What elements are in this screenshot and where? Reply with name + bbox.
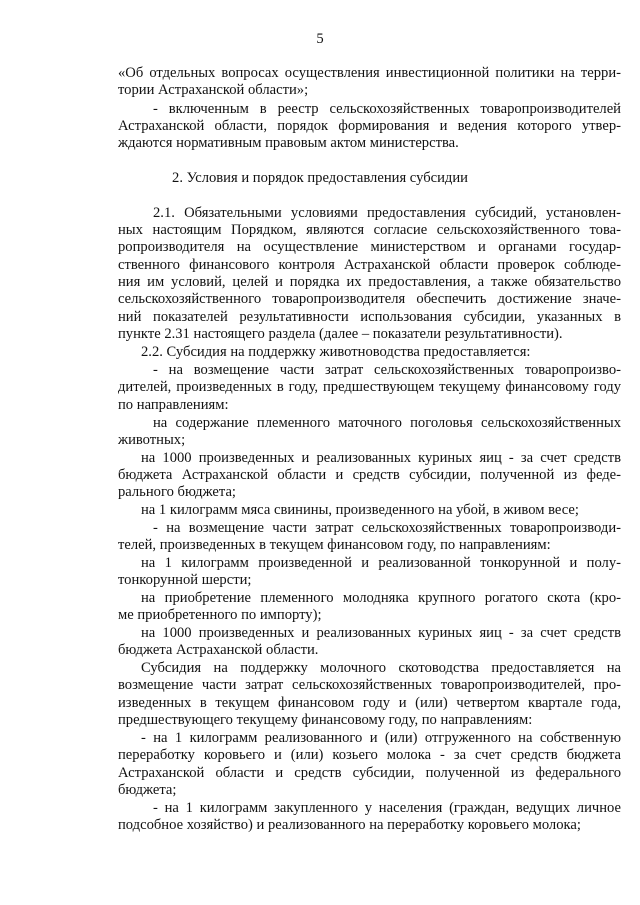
text-line: - включенным в реестр сельскохозяйственных товаропроизводителей <box>153 101 621 117</box>
text-line: на 1000 произведенных и реализованных куриных яиц - за счет средств <box>141 450 621 466</box>
text-line: предшествующего текущему финансовому году, по направлениям: <box>118 712 533 728</box>
text-line: 2.1. Обязательными условиями предоставления субсидий, установлен- <box>153 205 621 221</box>
text-line: сельскохозяйственного товаропроизводителя обеспечить достижение значе- <box>118 291 621 307</box>
text-line: ропроизводителя на осуществление министерством и органами государ- <box>118 239 621 255</box>
text-line: ния им условий, целей и порядка их предоставления, а также обязательство <box>118 274 621 290</box>
text-line: на 1 килограмм мяса свинины, произведенного на убой, в живом весе; <box>141 502 579 518</box>
text-line: - на возмещение части затрат сельскохозяйственных товаропроизводи- <box>153 520 621 536</box>
text-line: Астраханской области, порядок формирования и ведения которого утвер- <box>118 118 621 134</box>
text-line: ных настоящим Порядком, являются согласие сельскохозяйственного това- <box>118 222 621 238</box>
text-line: изведенных в текущем финансовом году и (или) четвертом квартале года, <box>118 695 621 711</box>
text-line: Субсидия на поддержку молочного скотоводства предоставляется на <box>141 660 621 676</box>
text-line: 2.2. Субсидия на поддержку животноводства предоставляется: <box>141 344 531 360</box>
page-number: 5 <box>316 31 324 47</box>
section-heading: 2. Условия и порядок предоставления субсидии <box>172 170 468 186</box>
text-line: пункте 2.31 настоящего раздела (далее – показатели результативности). <box>118 326 563 342</box>
text-line: бюджета Астраханской области. <box>118 642 319 658</box>
text-line: возмещение части затрат сельскохозяйственных товаропроизводителей, про- <box>118 677 621 693</box>
text-line: ственного финансового контроля Астраханской области проверок соблюде- <box>118 257 621 273</box>
text-line: телей, произведенных в текущем финансовом году, по направлениям: <box>118 537 551 553</box>
text-line: дителей, произведенных в году, предшествующем текущему финансовому году <box>118 379 621 395</box>
text-line: тонкорунной шерсти; <box>118 572 252 588</box>
text-line: «Об отдельных вопросах осуществления инвестиционной политики на терри- <box>118 65 621 81</box>
text-line: на 1000 произведенных и реализованных куриных яиц - за счет средств <box>141 625 621 641</box>
text-line: животных; <box>118 432 186 448</box>
text-line: Астраханской области и средств субсидии, полученной из федерального <box>118 765 621 781</box>
text-line: ний показателей результативности использования субсидии, указанных в <box>118 309 621 325</box>
text-line: бюджета Астраханской области и средств субсидии, полученной из феде- <box>118 467 621 483</box>
text-line: тории Астраханской области»; <box>118 82 309 98</box>
text-line: бюджета; <box>118 782 177 798</box>
text-line: на содержание племенного маточного поголовья сельскохозяйственных <box>153 415 621 431</box>
text-line: - на 1 килограмм реализованного и (или) отгруженного на собственную <box>141 730 621 746</box>
text-line: - на 1 килограмм закупленного у населения (граждан, ведущих личное <box>153 800 621 816</box>
text-line: на приобретение племенного молодняка крупного рогатого скота (кро- <box>141 590 621 606</box>
text-line: по направлениям: <box>118 397 229 413</box>
text-line: переработку коровьего и (или) козьего молока - за счет средств бюджета <box>118 747 621 763</box>
text-line: ме приобретенного по импорту); <box>118 607 322 623</box>
text-line: на 1 килограмм произведенной и реализованной тонкорунной и полу- <box>141 555 621 571</box>
text-line: рального бюджета; <box>118 484 236 500</box>
text-line: ждаются нормативным правовым актом министерства. <box>118 135 459 151</box>
text-line: подсобное хозяйство) и реализованного на переработку коровьего молока; <box>118 817 581 833</box>
text-line: - на возмещение части затрат сельскохозяйственных товаропроизво- <box>153 362 621 378</box>
